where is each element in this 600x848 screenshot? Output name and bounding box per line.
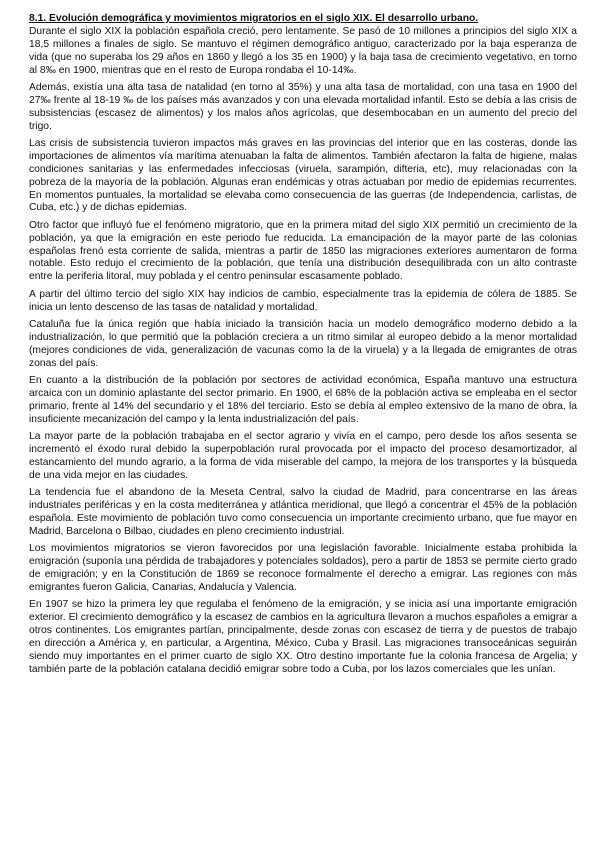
paragraph-migration-factor: Otro factor que influyó fue el fenómeno migratorio, que en la primera mitad del siglo XIX permitió un crecimiento de la población, ya que la emigración en este periodo fue reducida. La emancipación de la mayor parte de las colonias españolas frenó esta corriente de salida, mientras a partir de 1850 las migraciones exteriores aumentaron de forma notable. Esto redujo el crecimiento de la población, que tenía una distribución desequilibrada con un alto contraste entre la periferia litoral, muy poblada y el centro peninsular escasamente poblado. — [29, 219, 577, 283]
paragraph-signs-of-change: A partir del último tercio del siglo XIX hay indicios de cambio, especialmente tras la epidemia de cólera de 1885. Se inicia un lento descenso de las tasas de natalidad y mortalidad. — [29, 288, 577, 313]
paragraph-natality-mortality: Además, existía una alta tasa de natalidad (en torno al 35%) y una alta tasa de mortalidad, con una tasa en 1900 del 27‰ frente al 18-19 ‰ de los países más avanzados y con una elevada mortalidad infantil. Esto se debía a las crisis de subsistencias (escasez de alimentos) y los malos años agrícolas, que desembocaban en un aumento del precio del trigo. — [29, 81, 577, 132]
paragraph-overseas-emigration: En 1907 se hizo la primera ley que regulaba el fenómeno de la emigración, y se inicia así una importante emigración exterior. El crecimiento demográfico y la escasez de cambios en la agricultura llevaron a muchos españoles a emigrar a otros continentes. Los emigrantes partían, principalmente, desde zonas con escasez de tierra y de puestos de trabajo en dirección a América y, en particular, a Argentina, México, Cuba y Brasil. Las migraciones transoceánicas seguirán siendo muy importantes en el primer cuarto de siglo XX. Otro destino importante fue la colonia francesa de Argelia; y también parte de la población catalana decidió emigrar sobre todo a Cuba, por los lazos comerciales que les unían. — [29, 598, 577, 675]
paragraph-population-growth: Durante el siglo XIX la población española creció, pero lentamente. Se pasó de 10 millones a principios del siglo XIX a 18,5 millones a finales de siglo. Se mantuvo el régimen demográfico antiguo, caracterizado por la baja esperanza de vida (que no superaba los 29 años en 1860 y llegó a los 35 en 1900) y la baja tasa de crecimiento vegetativo, en torno al 8‰ en 1900, mientras que en el resto de Europa rondaba el 10-14‰. — [29, 25, 577, 76]
paragraph-catalonia: Cataluña fue la única región que había iniciado la transición hacia un modelo demográfico moderno debido a la industrialización, lo que permitió que la población creciera a un ritmo similar al europeo debido a la menor mortalidad (mejores condiciones de vida, generalización de vacunas como la de la viruela) y a la llegada de emigrantes de otras zonas del país. — [29, 318, 577, 369]
paragraph-rural-exodus: La mayor parte de la población trabajaba en el sector agrario y vivía en el campo, pero desde los años sesenta se incrementó el éxodo rural debido la superpoblación rural provocada por el impacto del proceso desamortizador, al estancamiento del mundo agrario, a la forma de vida miserable del campo, la mejora de los transportes y la búsqueda de una vida mejor en las ciudades. — [29, 430, 577, 481]
paragraph-economic-sectors: En cuanto a la distribución de la población por sectores de actividad económica, España mantuvo una estructura arcaica con un dominio aplastante del sector primario. En 1900, el 68% de la población activa se empleaba en el sector primario, frente al 14% del secundario y el 18% del terciario. Esto se debía al empleo extensivo de la mano de obra, la insuficiente mecanización del campo y la lenta industrialización del país. — [29, 374, 577, 425]
paragraph-urban-growth: La tendencia fue el abandono de la Meseta Central, salvo la ciudad de Madrid, para concentrarse en las áreas industriales periféricas y en la costa mediterránea y atlántica meridional, que llegó a concentrar el 45% de la población española. Este movimiento de población tuvo como consecuencia un importante crecimiento urbano, que fue mayor en Madrid, Barcelona o Bilbao, ciudades en pleno crecimiento industrial. — [29, 486, 577, 537]
document-body — [29, 13, 577, 681]
paragraph-subsistence-crises: Las crisis de subsistencia tuvieron impactos más graves en las provincias del interior que en las costeras, donde las importaciones de alimentos vía marítima atenuaban la falta de alimentos. También afectaron la falta de higiene, malas condiciones sanitarias y las enfermedades infecciosas (viruela, sarampión, difteria, etc), muy relacionadas con la pobreza de la mayoría de la población. Algunas eran endémicas y otras actuaban por medio de epidemias recurrentes. En momentos puntuales, la mortalidad se elevaba como consecuencia de las guerras (de Independencia, carlistas, de Cuba, etc.) y de dichas epidemias. — [29, 137, 577, 214]
section-title: 8.1. Evolución demográfica y movimientos migratorios en el siglo XIX. El desarrollo urbano. — [29, 13, 479, 24]
paragraph-migration-legislation: Los movimientos migratorios se vieron favorecidos por una legislación favorable. Inicialmente estaba prohibida la emigración (suponía una pérdida de trabajadores y potenciales soldados), pero a partir de 1853 se permite cierto grado de emigración; y en la Constitución de 1869 se reconoce formalmente el derecho a emigrar. Las regiones con más emigrantes fueron Galicia, Canarias, Andalucía y Valencia. — [29, 542, 577, 593]
